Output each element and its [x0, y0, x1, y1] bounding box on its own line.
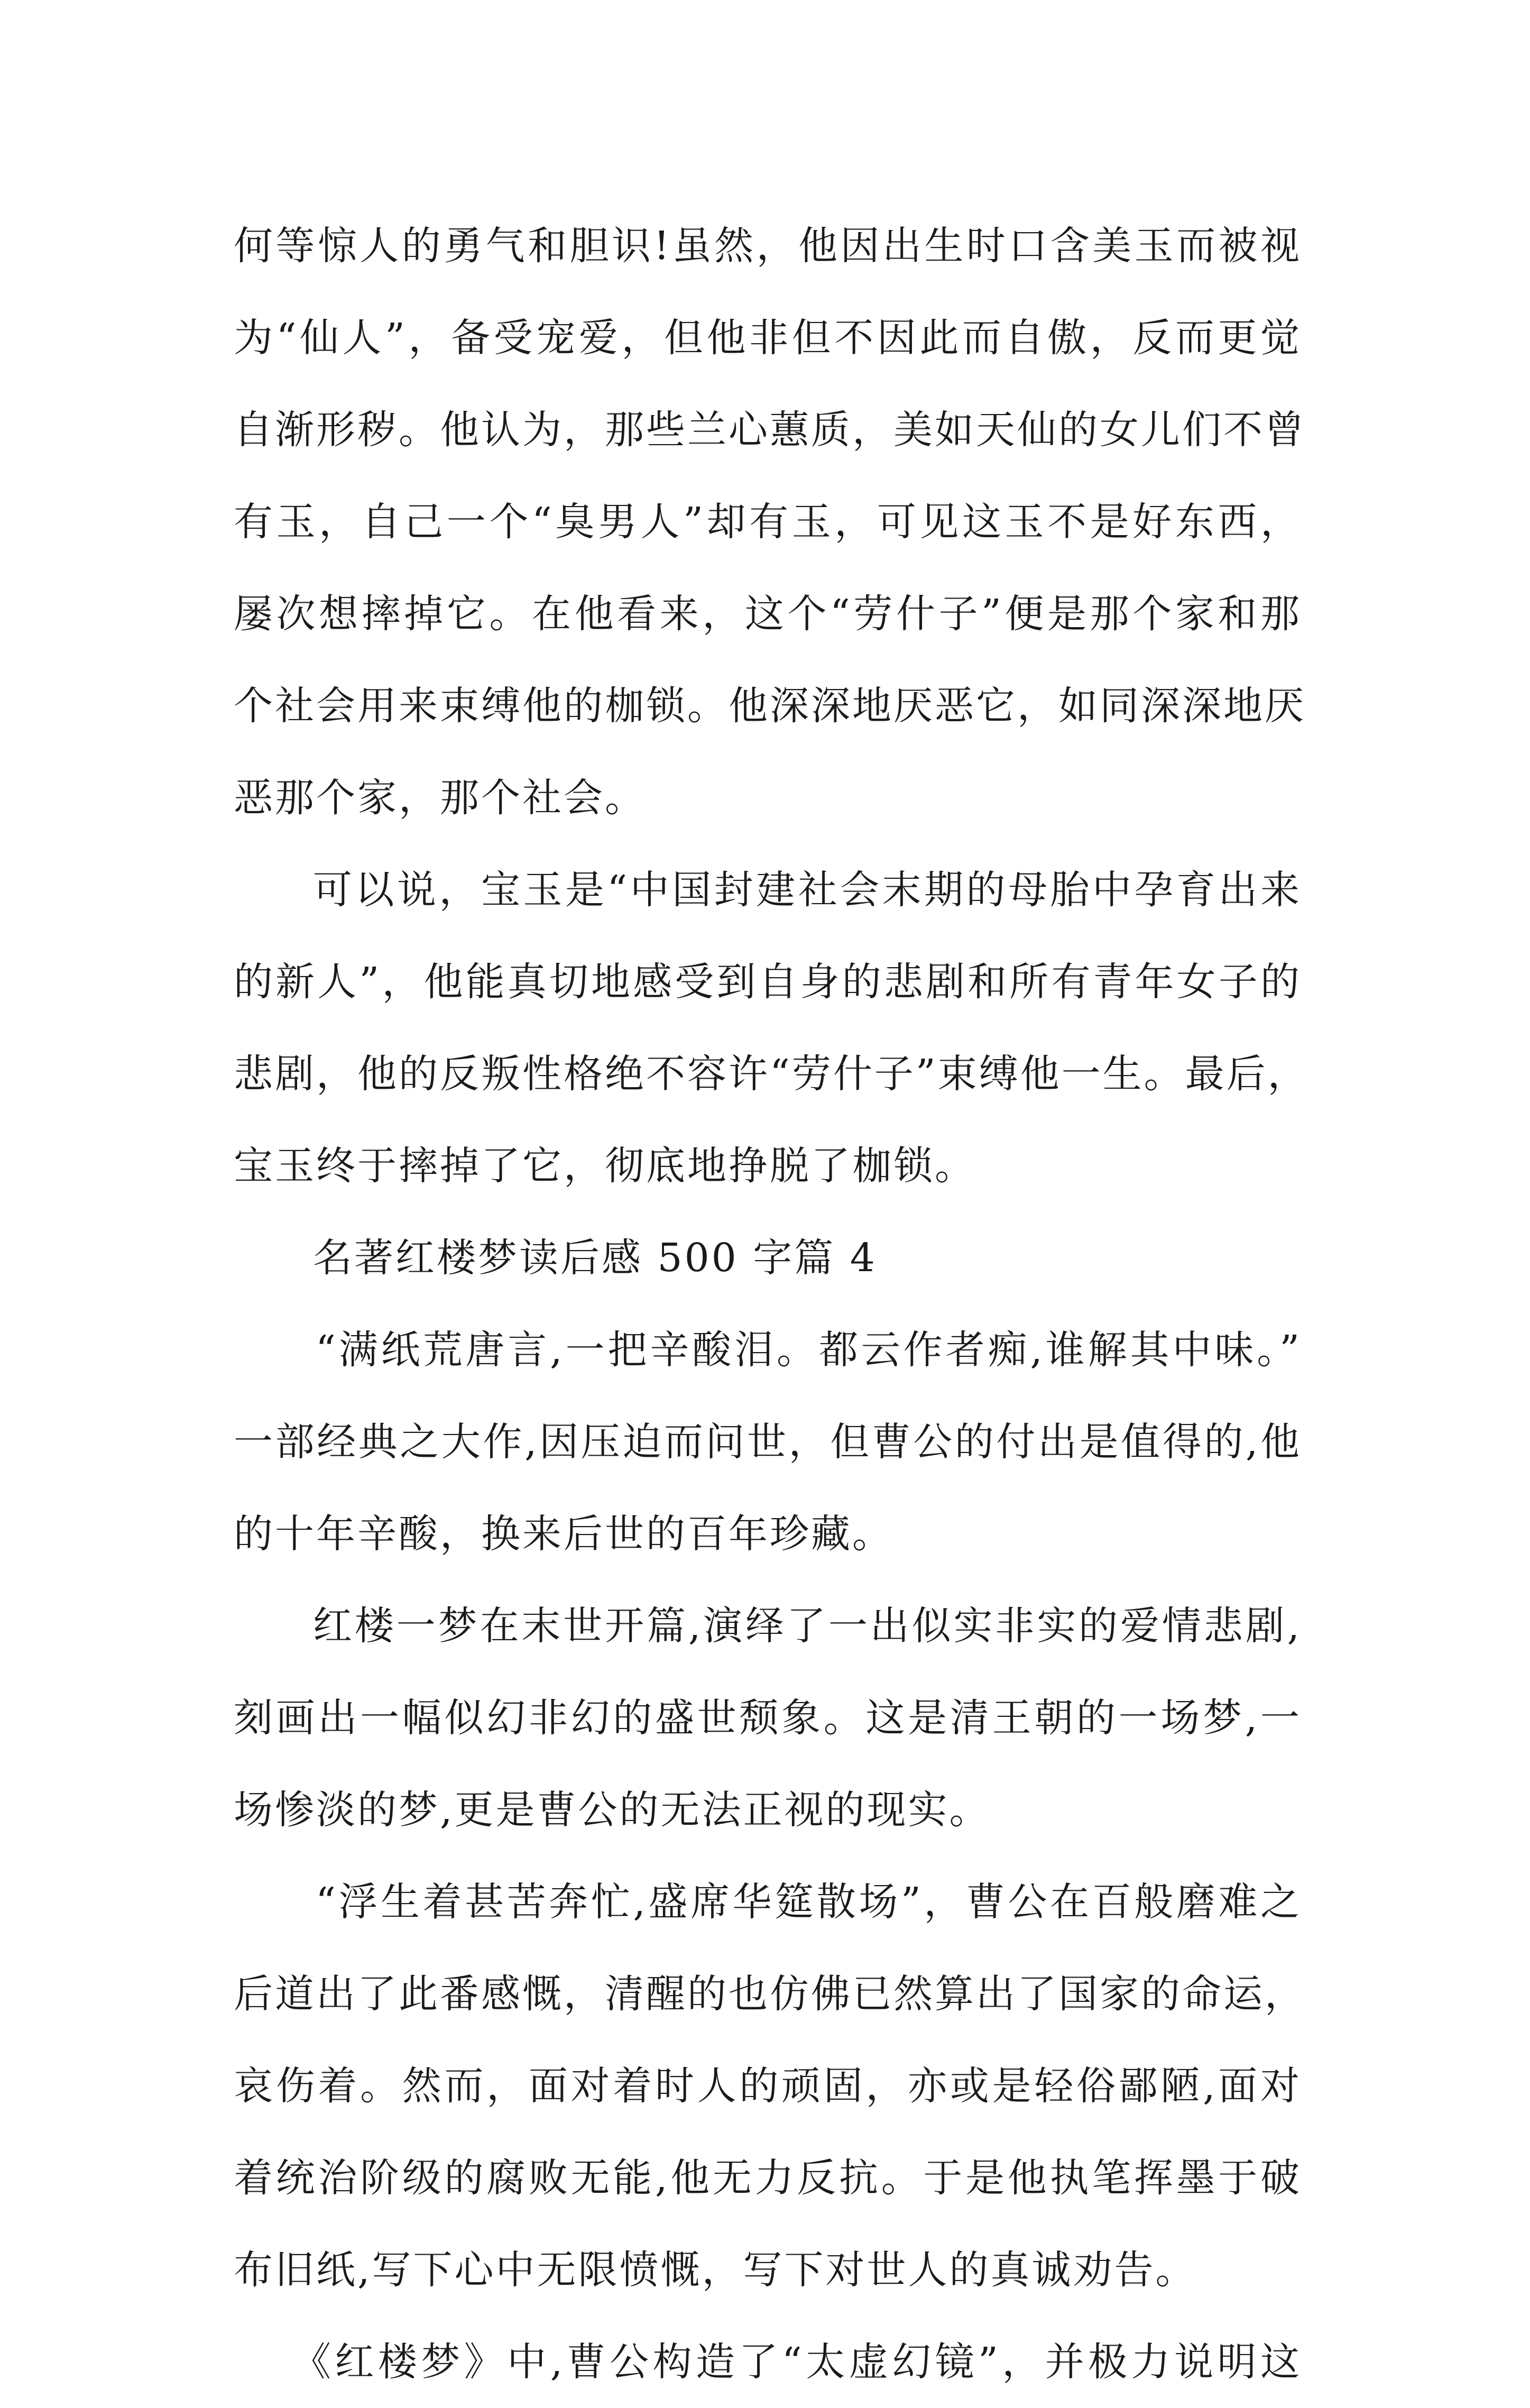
- text-line: 为“仙人”，备受宠爱，但他非但不因此而自傲，反而更觉: [234, 315, 1302, 361]
- text-line: 屡次想摔掉它。在他看来，这个“劳什子”便是那个家和那: [234, 591, 1302, 637]
- paragraph-2: [234, 844, 1309, 1212]
- text-line: “满纸荒唐言,一把辛酸泪。都云作者痴,谁解其中味。”: [316, 1327, 1302, 1373]
- paragraph-6: [234, 2316, 1302, 2408]
- paragraph-3: [234, 1304, 1302, 1580]
- text-line: 后道出了此番感慨，清醒的也仿佛已然算出了国家的命运，: [234, 1971, 1306, 2017]
- paragraph-5: [234, 1856, 1306, 2316]
- text-line: 着统治阶级的腐败无能,他无力反抗。于是他执笔挥墨于破: [234, 2155, 1302, 2201]
- text-line: 可以说，宝玉是“中国封建社会末期的母胎中孕育出来: [313, 867, 1302, 913]
- text-line: 恶那个家，那个社会。: [234, 775, 646, 821]
- text-line: 刻画出一幅似幻非幻的盛世颓象。这是清王朝的一场梦,一: [234, 1695, 1302, 1741]
- text-line: 自渐形秽。他认为，那些兰心蕙质，美如天仙的女儿们不曾: [234, 407, 1306, 453]
- text-line: 的十年辛酸，换来后世的百年珍藏。: [234, 1511, 893, 1557]
- text-line: 的新人”，他能真切地感受到自身的悲剧和所有青年女子的: [234, 959, 1302, 1005]
- text-column: [234, 200, 1309, 2408]
- text-line: 布旧纸,写下心中无限愤慨，写下对世人的真诚劝告。: [234, 2247, 1197, 2293]
- text-line: 悲剧，他的反叛性格绝不容许“劳什子”束缚他一生。最后，: [234, 1051, 1309, 1097]
- paragraph-1: [234, 200, 1306, 844]
- text-line: 个社会用来束缚他的枷锁。他深深地厌恶它，如同深深地厌: [234, 683, 1306, 729]
- text-line: 场惨淡的梦,更是曹公的无法正视的现实。: [234, 1787, 991, 1833]
- heading-text: 名著红楼梦读后感 500 字篇 4: [313, 1235, 877, 1281]
- section-heading: [234, 1212, 1302, 1304]
- text-line: 宝玉终于摔掉了它，彻底地挣脱了枷锁。: [234, 1143, 976, 1189]
- text-line: 红楼一梦在末世开篇,演绎了一出似实非实的爱情悲剧,: [313, 1603, 1302, 1649]
- text-line: “浮生着甚苦奔忙,盛席华筵散场”，曹公在百般磨难之: [316, 1879, 1302, 1925]
- paragraph-4: [234, 1580, 1302, 1856]
- text-line: 《红楼梦》中,曹公构造了“太虚幻镜”，并极力说明这: [292, 2339, 1302, 2385]
- text-line: 何等惊人的勇气和胆识!虽然，他因出生时口含美玉而被视: [234, 223, 1302, 269]
- text-line: 有玉，自己一个“臭男人”却有玉，可见这玉不是好东西，: [234, 499, 1302, 545]
- text-line: 哀伤着。然而，面对着时人的顽固，亦或是轻俗鄙陋,面对: [234, 2063, 1302, 2109]
- text-line: 一部经典之大作,因压迫而问世，但曹公的付出是值得的,他: [234, 1419, 1302, 1465]
